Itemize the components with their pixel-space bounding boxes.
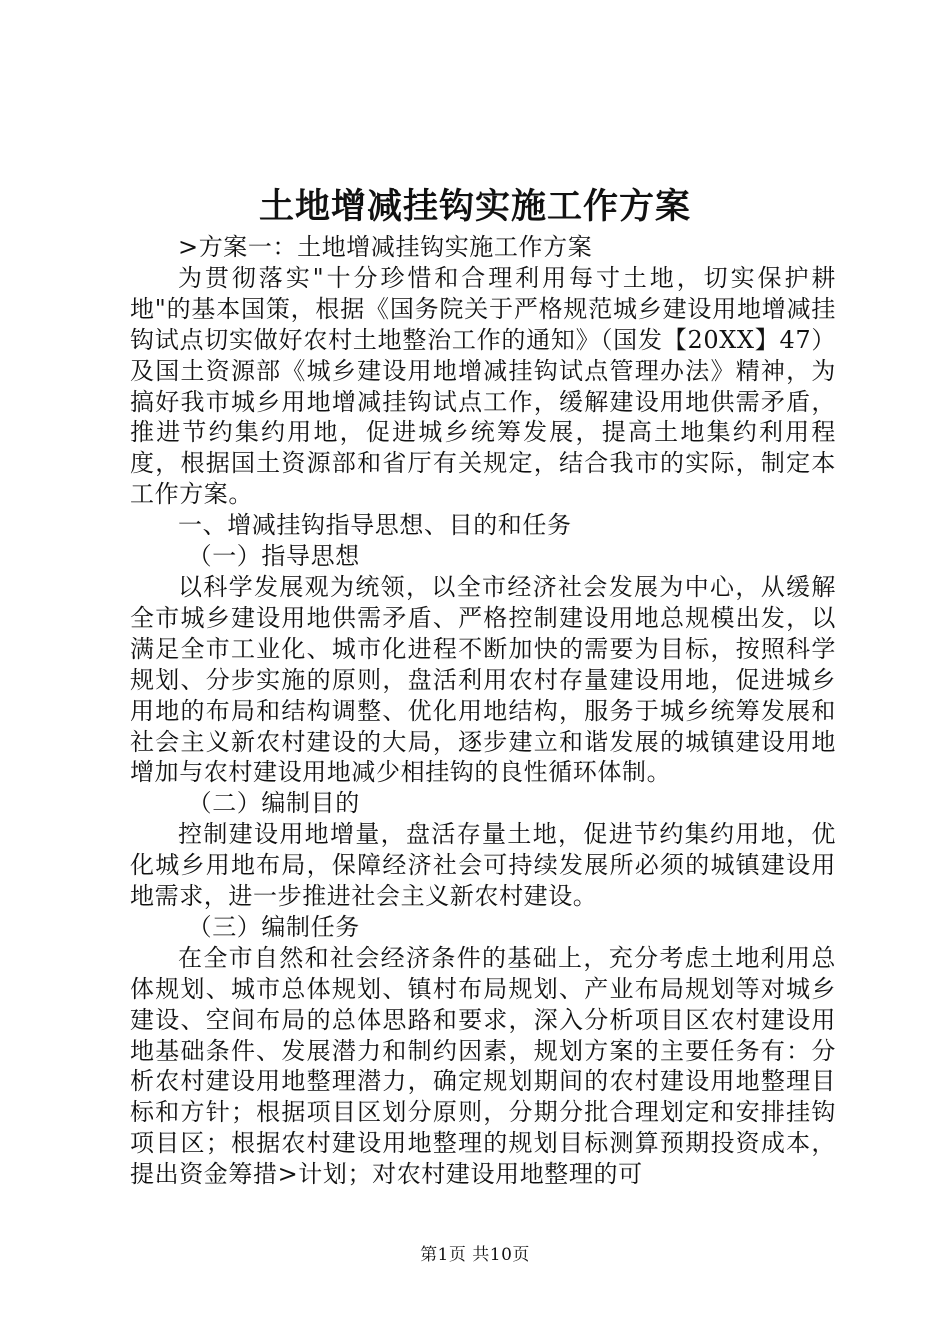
paragraph-intro: 为贯彻落实"十分珍惜和合理利用每寸土地，切实保护耕地"的基本国策，根据《国务院关于严格规范城乡建设用地增减挂钩试点切实做好农村土地整治工作的通知》（国发【20XX】47）及国土资源部《城乡建设用地增减挂钩试点管理办法》精神，为搞好我市城乡用地增减挂钩试点工作，缓解建设用地供需矛盾，推进节约集约用地，促进城乡统筹发展，提高土地集约利用程度，根据国土资源部和省厅有关规定，结合我市的实际，制定本工作方案。 — [130, 263, 836, 509]
subsection-heading-purpose: （二）编制目的 — [187, 789, 360, 818]
paragraph-tasks: 在全市自然和社会经济条件的基础上，充分考虑土地利用总体规划、城市总体规划、镇村布局规划、产业布局规划等对城乡建设、空间布局的总体思路和要求，深入分析项目区农村建设用地基础条件、发展潜力和制约因素，规划方案的主要任务有：分析农村建设用地整理潜力，确定规划期间的农村建设用地整理目标和方针；根据项目区划分原则，分期分批合理划定和安排挂钩项目区；根据农村建设用地整理的规划目标测算预期投资成本，提出资金筹措>计划；对农村建设用地整理的可 — [130, 943, 836, 1189]
paragraph-plan-heading: >方案一：土地增减挂钩实施工作方案 — [178, 233, 593, 261]
subsection-heading-guiding-idea: （一）指导思想 — [187, 542, 360, 571]
paragraph-purpose: 控制建设用地增量，盘活存量土地，促进节约集约用地，优化城乡用地布局，保障经济社会可持续发展所必须的城镇建设用地需求，进一步推进社会主义新农村建设。 — [130, 820, 836, 911]
document-body — [130, 232, 836, 1190]
paragraph-guiding-idea: 以科学发展观为统领，以全市经济社会发展为中心，从缓解全市城乡建设用地供需矛盾、严格控制建设用地总规模出发，以满足全市工业化、城市化进程不断加快的需要为目标，按照科学规划、分步实施的原则，盘活利用农村存量建设用地，促进城乡用地的布局和结构调整、优化用地结构，服务于城乡统筹发展和社会主义新农村建设的大局，逐步建立和谐发展的城镇建设用地增加与农村建设用地减少相挂钩的良性循环体制。 — [130, 572, 836, 787]
document-title: 土地增减挂钩实施工作方案 — [258, 186, 691, 227]
subsection-heading-tasks: （三）编制任务 — [187, 912, 360, 941]
page-number-footer: 第1页 共10页 — [420, 1245, 530, 1265]
section-heading-1: 一、增减挂钩指导思想、目的和任务 — [178, 511, 572, 540]
